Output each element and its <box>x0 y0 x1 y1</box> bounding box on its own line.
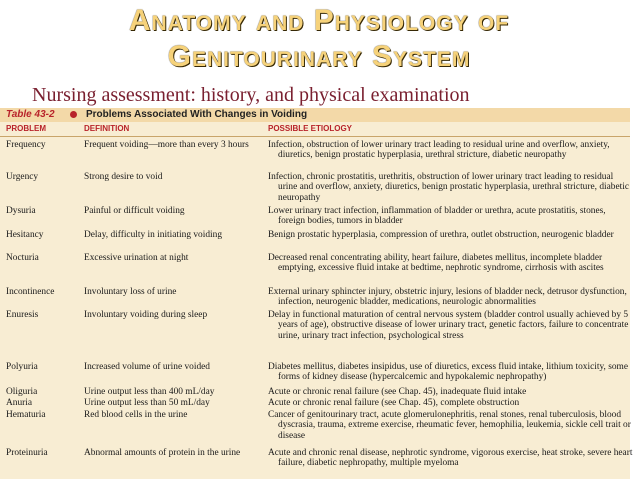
table-header-bar <box>0 108 630 122</box>
cell-etiology: Decreased renal concentrating ability, heart failure, diabetes mellitus, incomplete bladder emptying, excessive fluid intake at bedtime, nephrotic syndrome, cirrhosis with ascites <box>268 253 604 274</box>
cell-etiology: Acute or chronic renal failure (see Chap. 45), inadequate fluid intake <box>268 387 527 397</box>
cell-etiology: Cancer of genitourinary tract, acute glomerulonephritis, renal stones, renal tuberculosis, blood dyscrasia, trauma, extreme exercise, rheumatic fever, hemophilia, leukemia, sickle cell trait or disease <box>268 410 631 441</box>
cell-problem: Urgency <box>6 172 39 182</box>
cell-etiology: Acute or chronic renal failure (see Chap. 45), complete obstruction <box>268 398 520 408</box>
cell-problem: Nocturia <box>6 253 39 263</box>
cell-problem: Hematuria <box>6 410 46 420</box>
cell-etiology: External urinary sphincter injury, obstetric injury, lesions of bladder neck, detrusor dysfunction, infection, neurogenic bladder, medications, neurologic abnormalities <box>268 287 627 308</box>
column-header-definition: DEFINITION <box>84 124 130 133</box>
cell-etiology: Diabetes mellitus, diabetes insipidus, use of diuretics, excess fluid intake, lithium toxicity, some forms of kidney disease (hypercalcemic and hypokalemic nephropathy) <box>268 362 629 383</box>
cell-definition: Frequent voiding—more than every 3 hours <box>84 140 249 150</box>
column-header-problem: PROBLEM <box>6 124 46 133</box>
bullet-dot-icon <box>70 111 77 118</box>
slide-subtitle: Nursing assessment: history, and physical examination <box>32 84 470 106</box>
cell-definition: Strong desire to void <box>84 172 163 182</box>
cell-definition: Abnormal amounts of protein in the urine <box>84 448 241 458</box>
cell-definition: Urine output less than 400 mL/day <box>84 387 215 397</box>
cell-problem: Incontinence <box>6 287 55 297</box>
cell-etiology: Infection, chronic prostatitis, urethritis, obstruction of lower urinary tract leading to residual urine and overflow, anxiety, diuretics, benign prostatic hyperplasia, urethral stricture, diabetic neuropathy <box>268 172 630 203</box>
cell-problem: Anuria <box>6 398 33 408</box>
cell-etiology: Acute and chronic renal disease, nephrotic syndrome, vigorous exercise, heat stroke, severe heart failure, diabetic nephropathy, multiple myeloma <box>268 448 633 469</box>
cell-definition: Involuntary voiding during sleep <box>84 310 208 320</box>
cell-definition: Red blood cells in the urine <box>84 410 188 420</box>
slide-title-line-2: Genitourinary System <box>167 40 471 73</box>
cell-problem: Hesitancy <box>6 230 44 240</box>
table-label: Table 43-2 <box>6 109 55 120</box>
slide-title-line-1: Anatomy and Physiology of <box>128 4 510 37</box>
cell-etiology: Infection, obstruction of lower urinary tract leading to residual urine and overflow, anxiety, diuretics, benign prostatic hyperplasia, urethral stricture, diabetic neuropathy <box>268 140 610 161</box>
cell-problem: Frequency <box>6 140 46 150</box>
cell-problem: Oliguria <box>6 387 38 397</box>
cell-etiology: Benign prostatic hyperplasia, compression of urethra, outlet obstruction, neurogenic bladder <box>268 230 614 240</box>
header-rule <box>0 136 630 137</box>
cell-problem: Polyuria <box>6 362 38 372</box>
cell-definition: Involuntary loss of urine <box>84 287 177 297</box>
cell-etiology: Lower urinary tract infection, inflammation of bladder or urethra, acute prostatitis, stones, foreign bodies, tumors in bladder <box>268 206 606 227</box>
cell-definition: Painful or difficult voiding <box>84 206 185 216</box>
cell-etiology: Delay in functional maturation of central nervous system (bladder control usually achieved by 5 years of age), obstructive disease of lower urinary tract, genetic factors, failure to concentrate urine, urinary tract infection, psychological stress <box>268 310 629 341</box>
cell-problem: Proteinuria <box>6 448 48 458</box>
cell-problem: Enuresis <box>6 310 39 320</box>
voiding-problems-table <box>0 108 638 479</box>
cell-definition: Delay, difficulty in initiating voiding <box>84 230 223 240</box>
column-header-etiology: POSSIBLE ETIOLOGY <box>268 124 353 133</box>
table-caption: Problems Associated With Changes in Voiding <box>86 109 308 120</box>
cell-definition: Excessive urination at night <box>84 253 189 263</box>
cell-definition: Increased volume of urine voided <box>84 362 210 372</box>
cell-definition: Urine output less than 50 mL/day <box>84 398 210 408</box>
cell-problem: Dysuria <box>6 206 36 216</box>
